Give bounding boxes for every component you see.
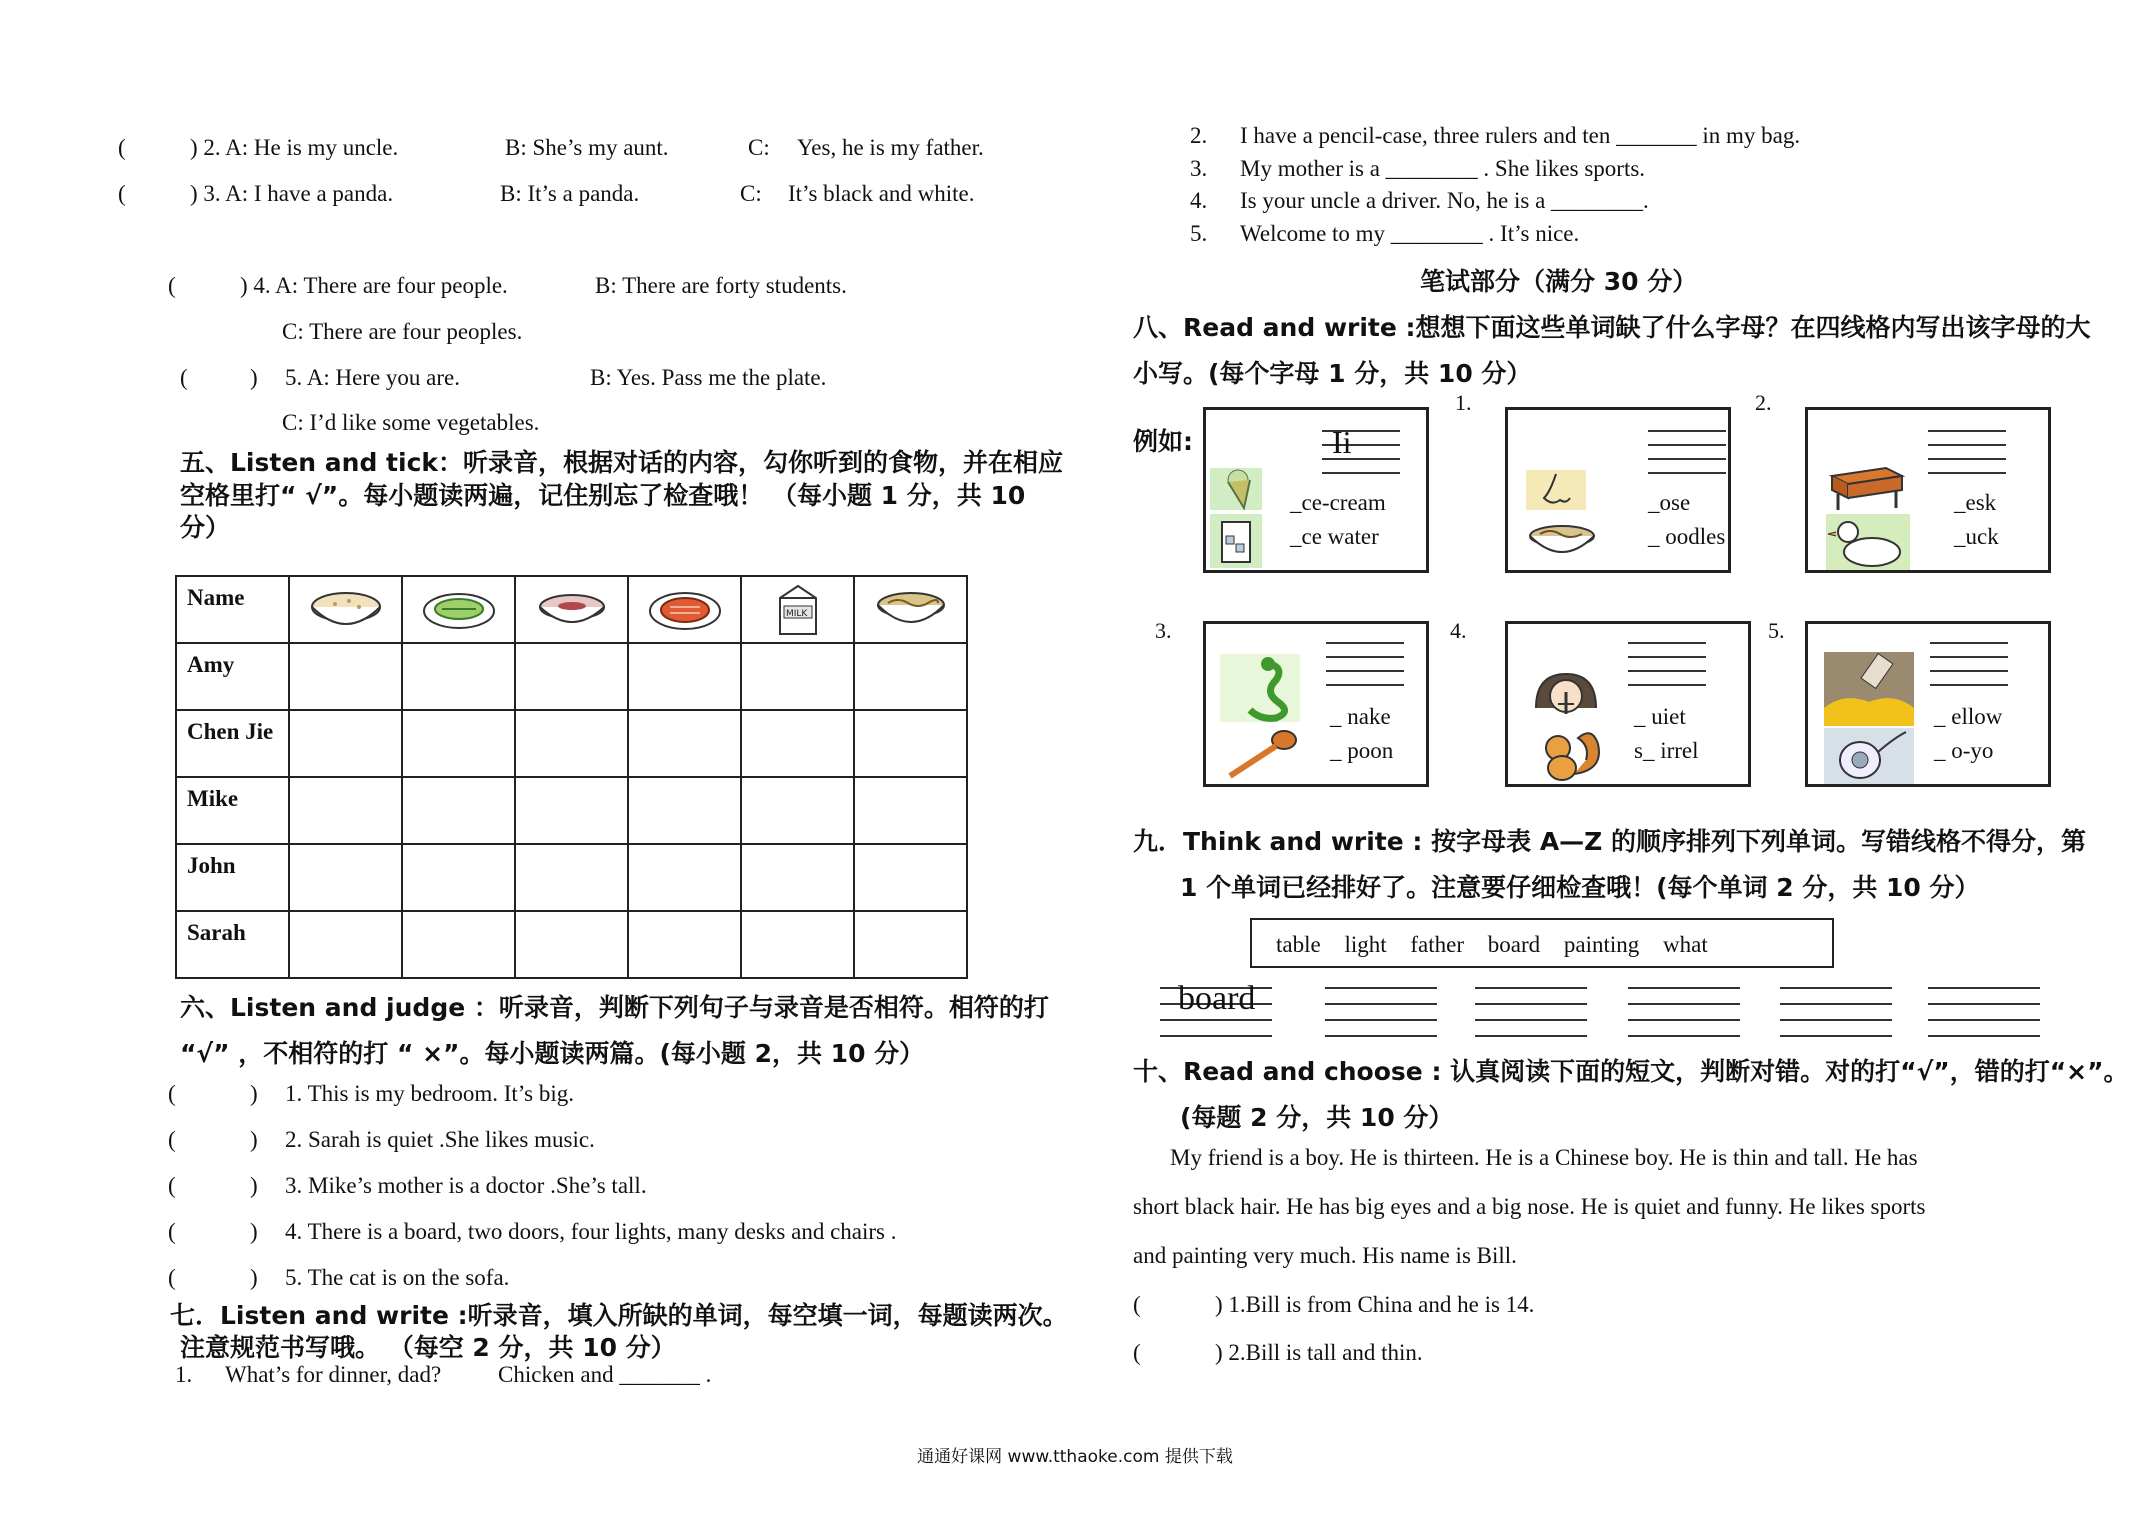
sec6-item4-text: 4. There is a board, two doors, four lights, many desks and chairs .: [285, 1219, 897, 1244]
section-5-heading-line2: 空格里打“ √”。每小题读两遍，记住别忘了检查哦！ （每小题 1 分，共 10: [180, 481, 1026, 510]
tick-cell[interactable]: [289, 710, 402, 777]
example-letters: Ii: [1332, 424, 1352, 460]
row-name: John: [176, 844, 289, 911]
tick-cell[interactable]: [515, 911, 628, 978]
q5-option-c: C: I’d like some vegetables.: [282, 410, 540, 435]
box-5-word-1: _ ellow: [1934, 704, 2003, 729]
tick-cell[interactable]: [402, 911, 515, 978]
answer-grid-5[interactable]: [1780, 987, 1892, 1039]
food-milk-carton: [741, 576, 854, 643]
noodles-icon: [1526, 522, 1598, 564]
sec6-item2-paren: (: [168, 1127, 176, 1152]
ice-cream-icon: [1210, 468, 1262, 510]
q4-option-b: B: There are forty students.: [595, 273, 847, 298]
box-4-four-line-grid[interactable]: [1628, 642, 1706, 686]
tick-cell[interactable]: [289, 643, 402, 710]
box-2-word-2: _uck: [1954, 524, 1999, 549]
tick-cell[interactable]: [402, 777, 515, 844]
sec7-item1-answer: Chicken and _______ .: [498, 1362, 712, 1387]
q4-paren: (: [168, 273, 176, 298]
section-5-heading-line3: 分）: [180, 513, 231, 542]
q4-question: ) 4. A: There are four people.: [240, 273, 508, 298]
rice-bowl-icon: [307, 585, 385, 635]
soup-bowl-icon: [533, 585, 611, 635]
q5-paren-close: ): [250, 365, 258, 390]
example-box: [1203, 407, 1429, 573]
box-1-four-line-grid[interactable]: [1648, 430, 1726, 474]
section-9-heading-line1: 九．Think and write : 按字母表 A—Z 的顺序排列下列单词。写错线格不得分，第: [1133, 827, 2087, 856]
word-item: painting: [1563, 932, 1640, 957]
sec10-item1-paren: (: [1133, 1292, 1141, 1317]
tick-cell[interactable]: [854, 777, 967, 844]
squirrel-icon: [1528, 724, 1608, 784]
sec6-item3-text: 3. Mike’s mother is a doctor .She’s tall.: [285, 1173, 647, 1198]
box-5-word-2: _ o-yo: [1934, 738, 1994, 763]
noodles-bowl-icon: [872, 585, 950, 635]
word-item: light: [1344, 932, 1387, 957]
table-row: [176, 777, 967, 844]
tick-cell[interactable]: [515, 777, 628, 844]
word-list-box: [1250, 918, 1834, 968]
word-item: board: [1487, 932, 1541, 957]
section-8-heading-line1: 八、Read and write :想想下面这些单词缺了什么字母？在四线格内写出该字母的大: [1133, 313, 2091, 342]
q2-option-c: Yes, he is my father.: [797, 135, 984, 160]
ice-water-icon: [1210, 514, 1262, 568]
box-1-word-1: _ose: [1648, 490, 1691, 515]
q3-option-c-label: C:: [740, 181, 762, 206]
row-name: Amy: [176, 643, 289, 710]
tick-cell[interactable]: [628, 911, 741, 978]
table-row: [176, 643, 967, 710]
q3-option-c: It’s black and white.: [788, 181, 975, 206]
sec10-item2-paren: (: [1133, 1340, 1141, 1365]
q2-paren: (: [118, 135, 126, 160]
sec7-item4-num: 4.: [1190, 188, 1208, 213]
quiet-girl-icon: [1526, 668, 1616, 722]
tick-cell[interactable]: [289, 777, 402, 844]
desk-icon: [1826, 462, 1906, 512]
q2-question: ) 2. A: He is my uncle.: [190, 135, 399, 160]
section-6-heading-line1: 六、Listen and judge ：听录音，判断下列句子与录音是否相符。相符的打: [180, 993, 1049, 1022]
passage-line-3: and painting very much. His name is Bill.: [1133, 1243, 1517, 1268]
sec7-item1-question: What’s for dinner, dad?: [225, 1362, 442, 1387]
sec6-item4-paren-close: ): [250, 1219, 258, 1244]
section-10-heading-line1: 十、Read and choose : 认真阅读下面的短文，判断对错。对的打“√”，错的打“×”。: [1133, 1057, 2129, 1086]
section-7-heading-line1: 七．Listen and write :听录音，填入所缺的单词，每空填一词，每题读两次。: [170, 1301, 1068, 1330]
duck-icon: [1826, 514, 1910, 570]
section-7-heading-line2: 注意规范书写哦。 （每空 2 分，共 10 分）: [180, 1333, 676, 1362]
word-item: table: [1276, 932, 1321, 957]
tick-cell[interactable]: [628, 710, 741, 777]
sec10-item1-text: ) 1.Bill is from China and he is 14.: [1215, 1292, 1535, 1317]
sec6-item1-text: 1. This is my bedroom. It’s big.: [285, 1081, 574, 1106]
milk-carton-icon: [768, 582, 828, 638]
sec7-item3-num: 3.: [1190, 156, 1208, 181]
box-5-four-line-grid[interactable]: [1930, 642, 2008, 686]
box-3-number: 3.: [1155, 618, 1172, 643]
q5-option-a: 5. A: Here you are.: [285, 365, 460, 390]
q5-option-b: B: Yes. Pass me the plate.: [590, 365, 827, 390]
box-2-number: 2.: [1755, 390, 1772, 415]
food-noodles-bowl: [854, 576, 967, 643]
word-item: what: [1663, 932, 1708, 957]
example-word-1: _ce-cream: [1290, 490, 1386, 515]
sec6-item4-paren: (: [168, 1219, 176, 1244]
sec6-item5-paren: (: [168, 1265, 176, 1290]
sec7-item2-text: I have a pencil-case, three rulers and ten _______ in my bag.: [1240, 123, 1801, 148]
picture-box-4: [1505, 621, 1751, 787]
sec7-item2-num: 2.: [1190, 123, 1208, 148]
written-part-title: 笔试部分（满分 30 分）: [1420, 267, 1698, 296]
tick-cell[interactable]: [854, 911, 967, 978]
passage-line-1: My friend is a boy. He is thirteen. He is a Chinese boy. He is thin and tall. He has: [1170, 1145, 1918, 1170]
box-5-number: 5.: [1768, 618, 1785, 643]
picture-box-1: [1505, 407, 1731, 573]
sec6-item5-paren-close: ): [250, 1265, 258, 1290]
spoon-icon: [1220, 726, 1300, 782]
tick-cell[interactable]: [628, 643, 741, 710]
vegetable-plate-icon: [420, 585, 498, 635]
table-header-name: Name: [176, 576, 289, 643]
q5-paren: (: [180, 365, 188, 390]
answer-grid-2[interactable]: [1325, 987, 1437, 1039]
section-8-heading-line2: 小写。(每个字母 1 分，共 10 分）: [1133, 359, 1532, 388]
section-9-heading-line2: 1 个单词已经排好了。注意要仔细检查哦！(每个单词 2 分，共 10 分）: [1180, 873, 1980, 902]
tick-cell[interactable]: [515, 844, 628, 911]
snake-icon: [1220, 654, 1300, 722]
tick-cell[interactable]: [628, 844, 741, 911]
table-header-row: [176, 576, 967, 643]
picture-box-2: [1805, 407, 2051, 573]
box-3-four-line-grid[interactable]: [1326, 642, 1404, 686]
answer-grid-3[interactable]: [1475, 987, 1587, 1039]
example-label: 例如:: [1133, 427, 1193, 456]
tick-cell[interactable]: [741, 710, 854, 777]
q2-option-c-label: C:: [748, 135, 770, 160]
section-10-heading-line2: (每题 2 分，共 10 分）: [1180, 1103, 1454, 1132]
tick-cell[interactable]: [402, 643, 515, 710]
tick-cell[interactable]: [515, 710, 628, 777]
q4-option-c: C: There are four peoples.: [282, 319, 523, 344]
q3-paren: (: [118, 181, 126, 206]
box-4-number: 4.: [1450, 618, 1467, 643]
sec6-item5-text: 5. The cat is on the sofa.: [285, 1265, 510, 1290]
sec6-item2-paren-close: ): [250, 1127, 258, 1152]
tick-cell[interactable]: [854, 643, 967, 710]
food-soup-bowl: [515, 576, 628, 643]
sec6-item2-text: 2. Sarah is quiet .She likes music.: [285, 1127, 595, 1152]
sec7-item5-num: 5.: [1190, 221, 1208, 246]
sec6-item3-paren-close: ): [250, 1173, 258, 1198]
picture-box-5: [1805, 621, 2051, 787]
sec6-item1-paren-close: ): [250, 1081, 258, 1106]
food-vegetable-plate: [402, 576, 515, 643]
tick-cell[interactable]: [289, 911, 402, 978]
q2-option-b: B: She’s my aunt.: [505, 135, 669, 160]
box-4-word-2: s_ irrel: [1634, 738, 1699, 763]
tick-cell[interactable]: [515, 643, 628, 710]
example-word-2: _ce water: [1290, 524, 1379, 549]
box-2-word-1: _esk: [1954, 490, 1997, 515]
box-2-four-line-grid[interactable]: [1928, 430, 2006, 474]
tick-cell[interactable]: [289, 844, 402, 911]
answer-grid-6[interactable]: [1928, 987, 2040, 1039]
nose-icon: [1526, 470, 1586, 510]
yo-yo-icon: [1824, 728, 1914, 784]
sec6-item3-paren: (: [168, 1173, 176, 1198]
tick-cell[interactable]: [741, 844, 854, 911]
section-6-heading-line2: “√” ，不相符的打 “ ×”。每小题读两篇。(每小题 2，共 10 分）: [180, 1039, 925, 1068]
answer-grid-4[interactable]: [1628, 987, 1740, 1039]
meat-plate-icon: [646, 585, 724, 635]
sec10-item2-text: ) 2.Bill is tall and thin.: [1215, 1340, 1423, 1365]
food-rice-bowl: [289, 576, 402, 643]
table-row: [176, 710, 967, 777]
yellow-paint-icon: [1824, 652, 1914, 726]
tick-cell[interactable]: [402, 844, 515, 911]
tick-cell[interactable]: [854, 710, 967, 777]
row-name: Mike: [176, 777, 289, 844]
passage-line-2: short black hair. He has big eyes and a big nose. He is quiet and funny. He likes sports: [1133, 1194, 1926, 1219]
box-1-number: 1.: [1455, 390, 1472, 415]
svg-text:MILK: MILK: [785, 608, 807, 619]
sec6-item1-paren: (: [168, 1081, 176, 1106]
tick-cell[interactable]: [402, 710, 515, 777]
food-tick-table: [175, 575, 968, 979]
sec7-item5-text: Welcome to my ________ . It’s nice.: [1240, 221, 1580, 246]
tick-cell[interactable]: [628, 777, 741, 844]
tick-cell[interactable]: [741, 911, 854, 978]
sec7-item4-text: Is your uncle a driver. No, he is a ________.: [1240, 188, 1649, 213]
tick-cell[interactable]: [854, 844, 967, 911]
box-3-word-2: _ poon: [1330, 738, 1394, 763]
word-item: father: [1410, 932, 1465, 957]
sec7-item3-text: My mother is a ________ . She likes sports.: [1240, 156, 1646, 181]
footer-source: 通通好课网 www.tthaoke.com 提供下载: [917, 1447, 1233, 1467]
q3-option-b: B: It’s a panda.: [500, 181, 640, 206]
box-4-word-1: _ uiet: [1634, 704, 1686, 729]
row-name: Chen Jie: [176, 710, 289, 777]
tick-cell[interactable]: [741, 643, 854, 710]
answer-first-word: board: [1178, 980, 1256, 1017]
tick-cell[interactable]: [741, 777, 854, 844]
row-name: Sarah: [176, 911, 289, 978]
picture-box-3: [1203, 621, 1429, 787]
food-meat-plate: [628, 576, 741, 643]
table-row: [176, 844, 967, 911]
box-3-word-1: _ nake: [1330, 704, 1391, 729]
box-1-word-2: _ oodles: [1648, 524, 1726, 549]
section-5-heading-line1: 五、Listen and tick：听录音，根据对话的内容，勾你听到的食物，并在相应: [180, 448, 1064, 477]
sec7-item1-num: 1.: [175, 1362, 193, 1387]
q3-question: ) 3. A: I have a panda.: [190, 181, 394, 206]
table-row: [176, 911, 967, 978]
